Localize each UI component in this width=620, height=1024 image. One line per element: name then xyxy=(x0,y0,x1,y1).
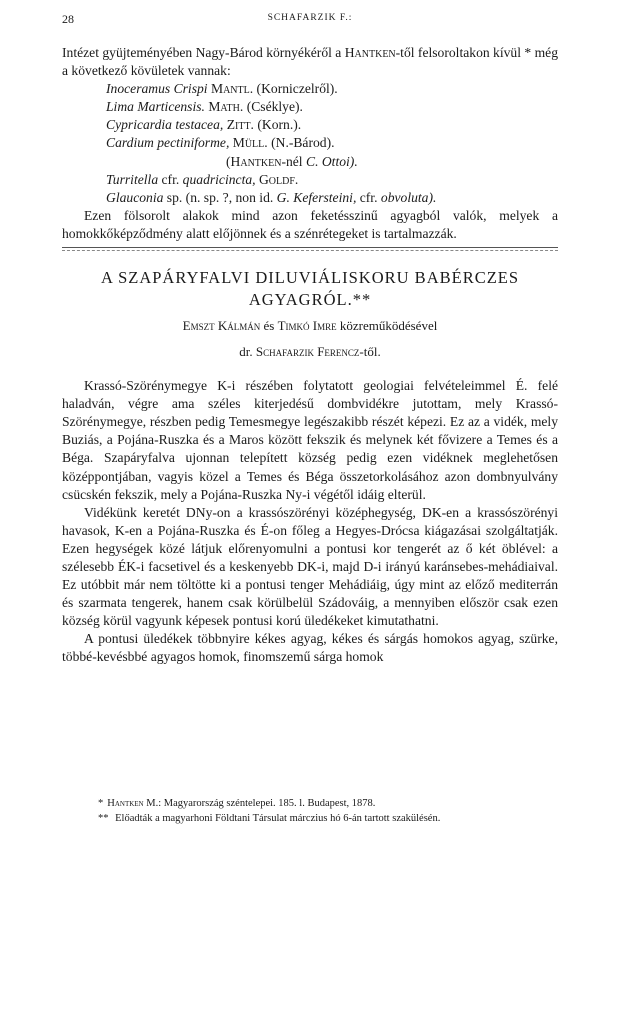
footnotes xyxy=(62,796,558,826)
running-header xyxy=(62,12,558,26)
section-divider xyxy=(62,247,558,248)
article-title: A SZAPÁRYFALVI DILUVIÁLISKORU BABÉRCZES AGYAGRÓL.** xyxy=(100,268,520,310)
main-text xyxy=(62,44,558,667)
body-paragraph: A pontusi üledékek többnyire kékes agyag, kékes és sárgás homokos agyag, szürke, többé-kevésbbé agyagos homok, finomszemű sárga homok xyxy=(62,631,558,665)
intro-paragraph: Intézet gyüjteményében Nagy-Bárod környékéről a Hantken-től felsoroltakon kívül * még a következő kövületek vannak: xyxy=(62,45,559,79)
fossil-item: Cypricardia testacea, Zitt. (Korn.). xyxy=(106,117,302,133)
footnote: * Hantken M.: Magyarország széntelepei. 185. l. Budapest, 1878. xyxy=(98,798,376,809)
body-paragraph: Krassó-Szörénymegye K-i részében folytatott geologiai felvételeimmel É. felé haladván, végre ama széles kiterjedésű dombvidékre jutottam, mely Krassó-Szörénymegye, részben pedig Temesmegye legészakibb részét képezi. Ez az a vidék, mely Buziás, a Pojána-Ruszka és a Maros között fekszik és melynek két fővizere a Temes és a Béga. Szapáryfalva ujonnan telepített község pedig ezen vidéknek meglehetősen középpontjában, vagyis közel a Temes és Béga összetorkolásához azon dombnyulvány csücskén fekszik, mely a Pojána-Ruszka Ny-i végétől idáig elterül. xyxy=(62,378,558,502)
page-number: 28 xyxy=(62,12,74,26)
footnote: ** Előadták a magyarhoni Földtani Társulat márczius hó 6-án tartott szakülésén. xyxy=(98,813,441,824)
closing-paragraph: Ezen fölsorolt alakok mind azon feketésszinű agyagból valók, melyek a homokkőképződmény alatt előjönnek és a szénrétegeket is tartalmazzák. xyxy=(62,207,558,241)
fossil-item: Lima Marticensis. Math. (Cséklye). xyxy=(106,99,303,115)
fossil-item: Cardium pectiniforme, Müll. (N.-Bárod). xyxy=(106,135,335,151)
byline-collaborators: Emszt Kálmán és Timkó Imre közreműködésével xyxy=(182,318,438,334)
running-title: SCHAFARZIK F.: xyxy=(267,13,353,23)
fossil-item: Glauconia sp. (n. sp. ?, non id. G. Kefersteini, cfr. obvoluta). xyxy=(106,189,437,205)
fossil-list xyxy=(106,80,558,207)
section-divider-secondary xyxy=(62,250,558,251)
fossil-continuation: (Hantken-nél C. Ottoi). xyxy=(226,153,358,169)
fossil-item: Turritella cfr. quadricincta, Goldf. xyxy=(106,171,299,187)
spacer xyxy=(62,361,558,377)
byline-author: dr. Schafarzik Ferencz-től. xyxy=(239,344,381,360)
fossil-item: Inoceramus Crispi Mantl. (Korniczelről). xyxy=(106,81,338,97)
body-paragraph: Vidékünk keretét DNy-on a krassószörényi középhegység, DK-en a krassószörényi havasok, K-en a Pojána-Ruszka és É-on főleg a Hegyes-Drócsa kiágazásai szolgáltatják. Ezen hegységek közé látjuk előrenyomulni a pontusi kor tengerét az ő két öblével: a szélesebb ÉK-i facsetivel és a keskenyebb DK-i, majd D-i irányú karánsebes-mehádiaival. Ez utóbbit már nem töltötte ki a pontusi tenger Mehádiáig, úgy mint az előző mediterrán és szarmata tengerek, hanem csak körülbelül Szádováig, a mennyiben először csak ezen község körül vagyunk képesek pontusi korú üledékeket kimutathatni. xyxy=(62,504,558,629)
author-name: Hantken xyxy=(344,45,396,60)
